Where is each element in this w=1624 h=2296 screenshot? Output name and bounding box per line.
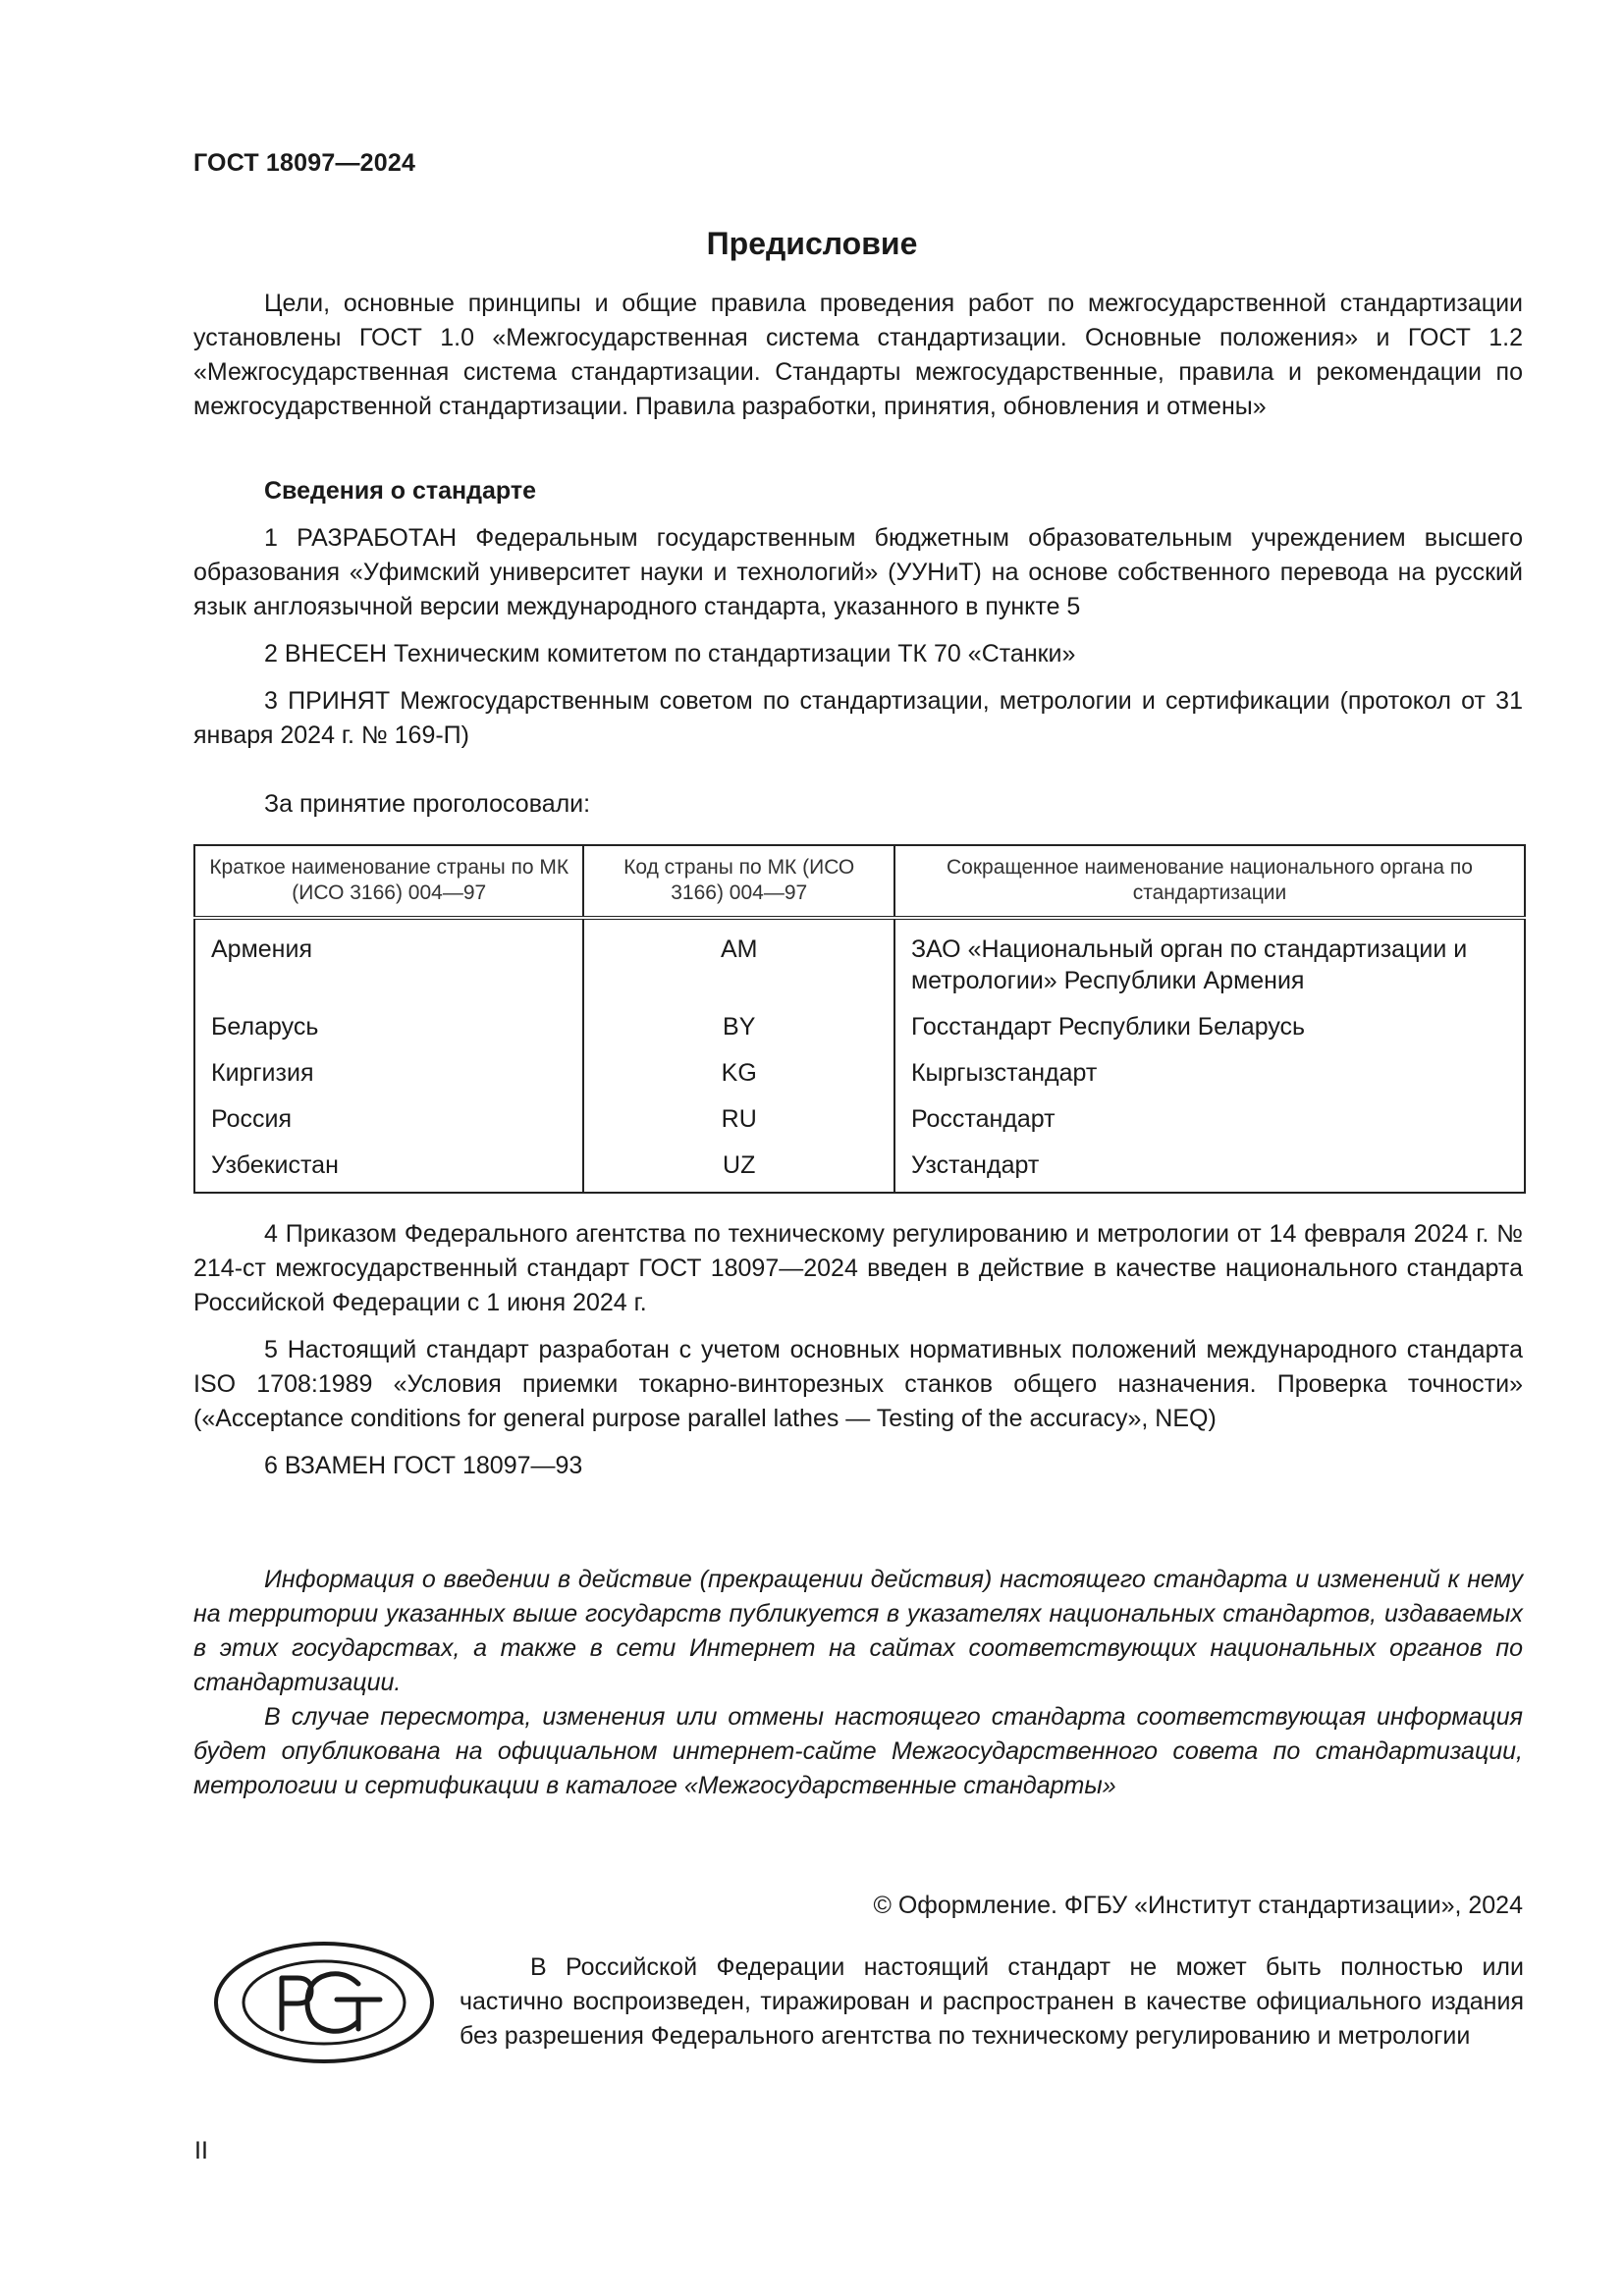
intro-paragraph: Цели, основные принципы и общие правила проведения работ по межгосударственной стандартизации установлены ГОСТ 1.0 «Межгосударственная система стандартизации. Основные положения» и ГОСТ 1.2 «Межгосударственная система стандартизации. Стандарты межгосударственные, правила и рекомендации по межгосударственной стандартизации. Правила разработки, принятия, обновления и отмены»	[193, 290, 1523, 420]
header-national-body: Сокращенное наименование национального органа по стандартизации	[894, 845, 1525, 918]
code-cell: UZ	[583, 1142, 893, 1193]
reproduction-notice	[460, 1950, 1524, 2054]
country-cell: Армения	[194, 918, 583, 1003]
code-cell: RU	[583, 1095, 893, 1142]
item-introduced: 2 ВНЕСЕН Техническим комитетом по стандартизации ТК 70 «Станки»	[264, 640, 1076, 667]
voted-label: За принятие проголосовали:	[264, 790, 591, 818]
table-row	[194, 1142, 1525, 1193]
page-number: II	[194, 2137, 208, 2164]
info-paragraph-2: В случае пересмотра, изменения или отмены настоящего стандарта соответствующая информация будет опубликована на официальном интернет-сайте Межгосударственного совета по стандартизации, метрологии и сертификации в каталоге «Межгосударственные стандарты»	[193, 1703, 1523, 1799]
header-country-name: Краткое наименование страны по МК (ИСО 3166) 004—97	[194, 845, 583, 918]
table-row	[194, 918, 1525, 1003]
copyright-line: © Оформление. ФГБУ «Институт стандартизации», 2024	[873, 1892, 1523, 1919]
item-replaces: 6 ВЗАМЕН ГОСТ 18097—93	[264, 1452, 583, 1479]
intro-block	[193, 287, 1523, 424]
order-block	[193, 1217, 1523, 1483]
page-title: Предисловие	[706, 226, 918, 261]
notice-paragraph: В Российской Федерации настоящий стандарт не может быть полностью или частично воспроизведен, тиражирован и распространен в качестве официального издания без разрешения Федерального агентства по техническому регулированию и метрологии	[460, 1953, 1524, 2050]
about-standard-heading: Сведения о стандарте	[264, 477, 537, 505]
country-cell: Беларусь	[194, 1003, 583, 1049]
body-cell: Госстандарт Республики Беларусь	[894, 1003, 1525, 1049]
table-header-row	[194, 845, 1525, 918]
item-adopted: 3 ПРИНЯТ Межгосударственным советом по стандартизации, метрологии и сертификации (протокол от 31 января 2024 г. № 169-П)	[193, 687, 1523, 749]
body-cell: Росстандарт	[894, 1095, 1525, 1142]
header-country-code: Код страны по МК (ИСО 3166) 004—97	[583, 845, 893, 918]
code-cell: BY	[583, 1003, 893, 1049]
country-cell: Россия	[194, 1095, 583, 1142]
table-row	[194, 1095, 1525, 1142]
about-standard-block	[193, 474, 1523, 822]
item-order: 4 Приказом Федерального агентства по техническому регулированию и метрологии от 14 февраля 2024 г. № 214-ст межгосударственный стандарт ГОСТ 18097—2024 введен в действие в качестве национального стандарта Российской Федерации с 1 июня 2024 г.	[193, 1220, 1523, 1316]
table-row	[194, 1003, 1525, 1049]
country-cell: Киргизия	[194, 1049, 583, 1095]
info-block	[193, 1563, 1523, 1803]
table-row	[194, 1049, 1525, 1095]
voting-countries-table	[193, 844, 1526, 1194]
item-basis: 5 Настоящий стандарт разработан с учетом основных нормативных положений международного стандарта ISO 1708:1989 «Условия приемки токарно-винторезных станков общего назначения. Проверка точности» («Acceptance conditions for general purpose parallel lathes — Testing of the accuracy», NEQ)	[193, 1336, 1523, 1432]
code-cell: KG	[583, 1049, 893, 1095]
rst-certification-mark-icon	[211, 1939, 437, 2066]
info-paragraph-1: Информация о введении в действие (прекращении действия) настоящего стандарта и изменений к нему на территории указанных выше государств публикуется в указателях национальных стандартов, издаваемых в этих государствах, а также в сети Интернет на сайтах соответствующих национальных органов по стандартизации.	[193, 1566, 1523, 1696]
code-cell: AM	[583, 918, 893, 1003]
item-developed: 1 РАЗРАБОТАН Федеральным государственным бюджетным образовательным учреждением высшего образования «Уфимский университет науки и технологий» (УУНиТ) на основе собственного перевода на русский язык англоязычной версии международного стандарта, указанного в пункте 5	[193, 524, 1523, 620]
body-cell: Кыргызстандарт	[894, 1049, 1525, 1095]
standard-code-header: ГОСТ 18097—2024	[193, 149, 416, 177]
country-cell: Узбекистан	[194, 1142, 583, 1193]
body-cell: Узстандарт	[894, 1142, 1525, 1193]
body-cell: ЗАО «Национальный орган по стандартизации и метрологии» Республики Армения	[894, 918, 1525, 1003]
